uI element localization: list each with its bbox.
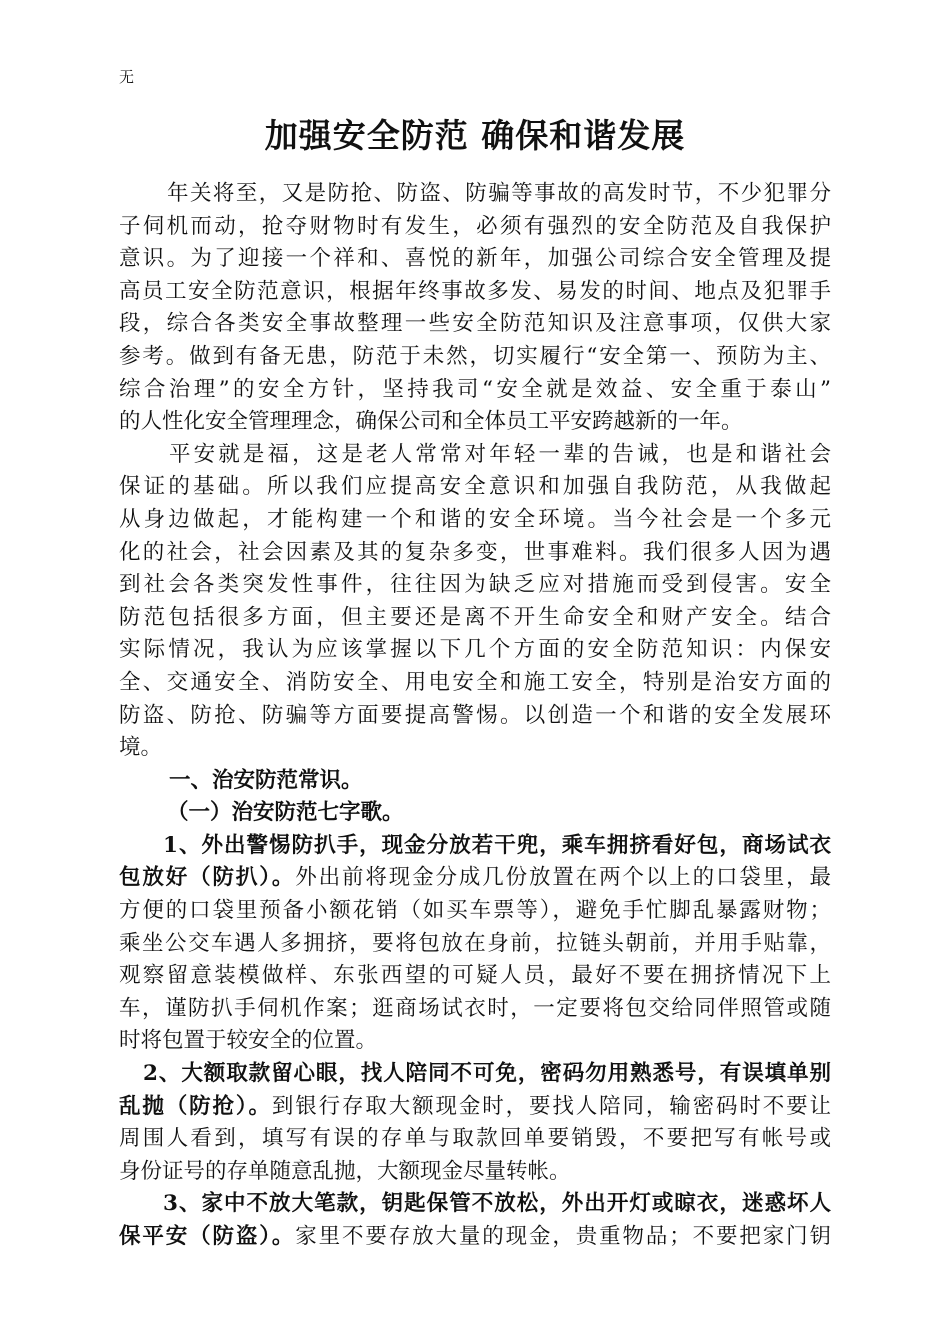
line-text: 乘坐公交车遇人多拥挤，要将包放在身前，拉链头朝前，并用手贴靠， <box>119 930 831 956</box>
line-text: 周围人看到，填写有误的存单与取款回单要销毁，不要把写有帐号或 <box>119 1126 831 1152</box>
bold-heading-text: 乱抛（防抢）。 <box>119 1093 272 1119</box>
text-line <box>119 537 831 570</box>
text-line <box>119 569 831 602</box>
text-line <box>119 1221 831 1254</box>
line-text: 防盗、防抢、防骗等方面要提高警惕。以创造一个和谐的安全发展环 <box>119 702 831 728</box>
line-text: 方便的口袋里预备小额花销（如买车票等），避免手忙脚乱暴露财物； <box>119 898 831 924</box>
line-text: 观察留意装模做样、东张西望的可疑人员，最好不要在拥挤情况下上 <box>119 963 831 989</box>
line-text: 全、交通安全、消防安全、用电安全和施工安全，特别是治安方面的 <box>119 669 831 695</box>
text-line <box>119 1188 831 1221</box>
text-line <box>119 1058 831 1091</box>
bold-heading-text: 2、大额取款留心眼，找人陪同不可免，密码勿用熟悉号，有误填单别 <box>143 1061 831 1087</box>
line-text: 化的社会，社会因素及其的复杂多变，世事难料。我们很多人因为遇 <box>119 539 831 565</box>
line-text: 时将包置于较安全的位置。 <box>119 1028 378 1054</box>
line-text: 防范包括很多方面，但主要还是离不开生命安全和财产安全。结合 <box>119 604 831 630</box>
line-text: 保证的基础。所以我们应提高安全意识和加强自我防范，从我做起 <box>119 474 831 500</box>
line-text: 段，综合各类安全事故整理一些安全防范知识及注意事项，仅供大家 <box>119 311 831 337</box>
text-line <box>119 928 831 961</box>
text-line <box>119 602 831 635</box>
line-text: 高员工安全防范意识，根据年终事故多发、易发的时间、地点及犯罪手 <box>119 278 831 304</box>
text-line <box>119 895 831 928</box>
text-line <box>119 634 831 667</box>
text-line <box>119 830 831 863</box>
text-line <box>119 960 831 993</box>
line-text: 一、治安防范常识。 <box>169 767 363 793</box>
text-line <box>119 667 831 700</box>
line-text: （一）治安防范七字歌。 <box>167 800 404 826</box>
line-text: 子伺机而动，抢夺财物时有发生，必须有强烈的安全防范及自我保护 <box>119 213 831 239</box>
text-line <box>119 308 831 341</box>
text-line <box>119 1091 831 1124</box>
text-line <box>119 471 831 504</box>
line-text: 到银行存取大额现金时，要找人陪同，输密码时不要让 <box>271 1093 831 1119</box>
text-line <box>119 504 831 537</box>
line-text: 车，谨防扒手伺机作案；逛商场试衣时，一定要将包交给同伴照管或随 <box>119 995 831 1021</box>
text-line <box>119 406 831 439</box>
bold-heading-text: 保平安（防盗）。 <box>119 1224 296 1249</box>
text-line <box>119 765 831 798</box>
line-text: 境。 <box>119 735 163 761</box>
text-line <box>119 178 831 211</box>
text-line <box>119 243 831 276</box>
line-text: 外出前将现金分成几份放置在两个以上的口袋里，最 <box>295 865 831 891</box>
text-line <box>119 276 831 309</box>
text-line <box>119 374 831 407</box>
line-text: 平安就是福，这是老人常常对年轻一辈的告诫，也是和谐社会 <box>169 441 831 467</box>
text-line <box>119 1156 831 1189</box>
text-line <box>119 732 831 765</box>
document-title: 加强安全防范 确保和谐发展 <box>264 116 686 155</box>
text-line <box>119 341 831 374</box>
line-text: 意识。为了迎接一个祥和、喜悦的新年，加强公司综合安全管理及提 <box>119 246 831 272</box>
line-text: 实际情况，我认为应该掌握以下几个方面的安全防范知识：内保安 <box>119 637 831 663</box>
document-body <box>119 178 831 1254</box>
text-line <box>119 797 831 830</box>
text-line <box>119 211 831 244</box>
line-text: 身份证号的存单随意乱抛，大额现金尽量转帐。 <box>119 1158 571 1184</box>
line-text: 到社会各类突发性事件，往往因为缺乏应对措施而受到侵害。安全 <box>119 572 831 598</box>
text-line <box>119 1025 831 1058</box>
text-line <box>119 700 831 733</box>
line-text: 年关将至，又是防抢、防盗、防骗等事故的高发时节，不少犯罪分 <box>167 181 831 206</box>
line-text: 从身边做起，才能构建一个和谐的安全环境。当今社会是一个多元 <box>119 506 831 532</box>
line-text: 参考。做到有备无患，防范于未然，切实履行“安全第一、预防为主、 <box>119 343 831 369</box>
bold-heading-text: 3、家中不放大笔款，钥匙保管不放松，外出开灯或晾衣，迷惑坏人 <box>163 1191 831 1217</box>
text-line <box>119 993 831 1026</box>
bold-heading-text: 1、外出警惕防扒手，现金分放若干兜，乘车拥挤看好包，商场试衣 <box>163 832 831 858</box>
text-line <box>119 862 831 895</box>
header-mark: 无 <box>119 68 135 86</box>
line-text: 综合治理”的安全方针，坚持我司“安全就是效益、安全重于泰山” <box>119 376 831 402</box>
text-line <box>119 439 831 472</box>
bold-heading-text: 包放好（防扒）。 <box>119 865 296 891</box>
line-text: 的人性化安全管理理念，确保公司和全体员工平安跨越新的一年。 <box>119 409 743 435</box>
line-text: 家里不要存放大量的现金，贵重物品；不要把家门钥 <box>295 1224 831 1249</box>
text-line <box>119 1123 831 1156</box>
